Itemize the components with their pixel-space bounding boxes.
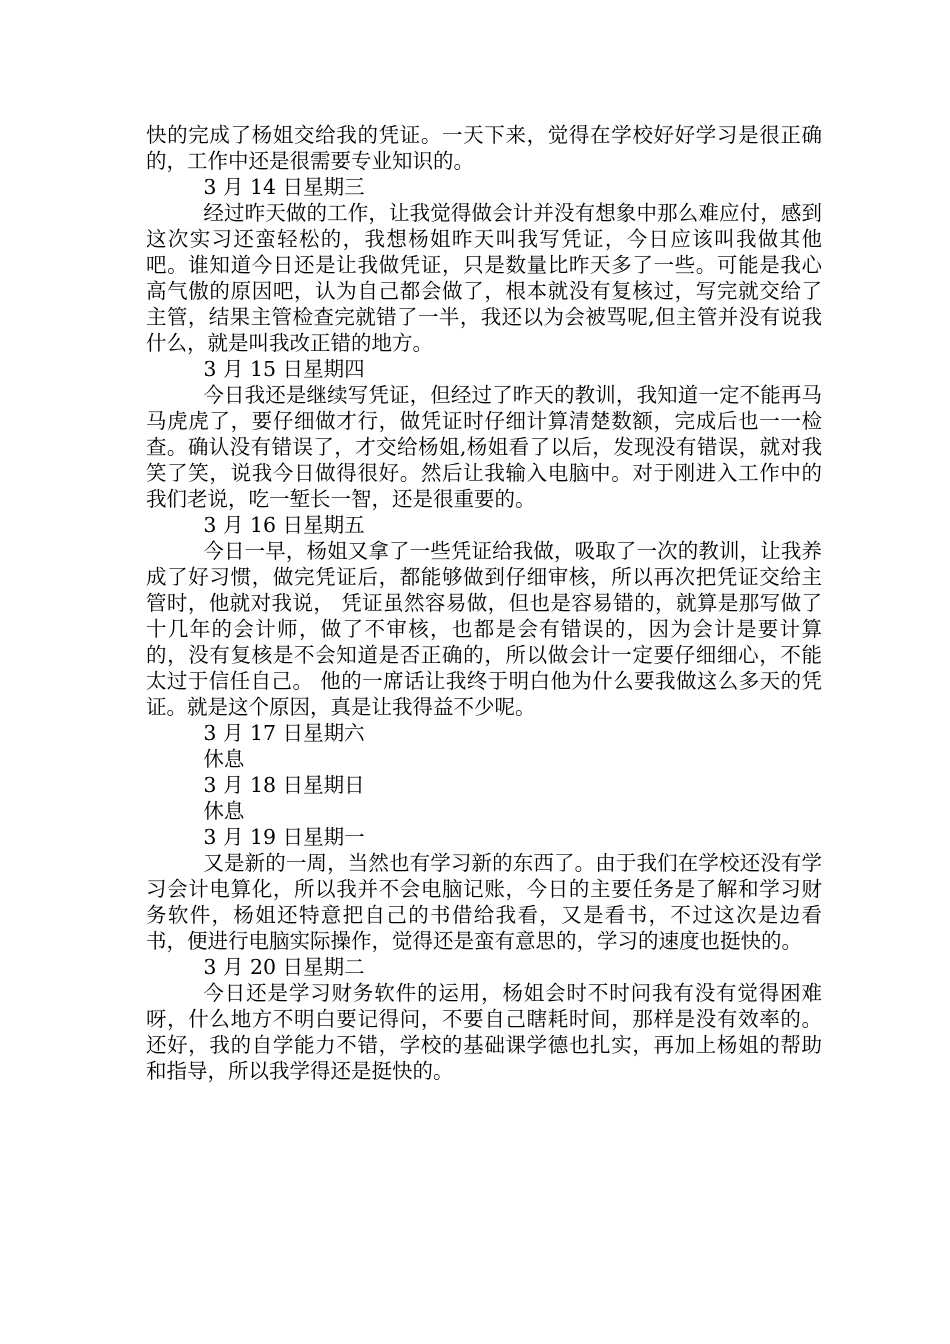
date-heading-mar-14: 3 月 14 日星期三: [203, 175, 365, 199]
paragraph-mar-14: 经过昨天做的工作，让我觉得做会计并没有想象中那么难应付，感到这次实习还蛮轻松的，我想杨姐昨天叫我写凭证，今日应该叫我做其他吧。谁知道今日还是让我做凭证，只是数量比昨天多了一些。可能是我心高气傲的原因吧，认为自己都会做了，根本就没有复核过，写完就交给了主管，结果主管检查完就错了一半，我还以为会被骂呢,但主管并没有说我什么，就是叫我改正错的地方。: [146, 201, 822, 355]
paragraph-mar-16: 今日一早，杨姐又拿了一些凭证给我做，吸取了一次的教训，让我养成了好习惯，做完凭证后，都能够做到仔细审核，所以再次把凭证交给主管时，他就对我说， 凭证虽然容易做，但也是容易错的，就算是那写做了十几年的会计师，做了不审核，也都是会有错误的，因为会计是要计算的，没有复核是不会知道是否正确的，所以做会计一定要仔细细心，不能太过于信任自己。 他的一席话让我终于明白他为什么要我做这么多天的凭证。就是这个原因，真是让我得益不少呢。: [146, 539, 822, 719]
date-heading-mar-20: 3 月 20 日星期二: [203, 955, 365, 979]
date-heading-mar-15: 3 月 15 日星期四: [203, 357, 365, 381]
paragraph-mar-19: 又是新的一周，当然也有学习新的东西了。由于我们在学校还没有学习会计电算化，所以我并不会电脑记账，今日的主要任务是了解和学习财务软件，杨姐还特意把自己的书借给我看，又是看书，不过这次是边看书，便进行电脑实际操作，觉得还是蛮有意思的，学习的速度也挺快的。: [146, 851, 822, 953]
date-heading-mar-17: 3 月 17 日星期六: [203, 721, 365, 745]
paragraph-mar-20: 今日还是学习财务软件的运用，杨姐会时不时问我有没有觉得困难呀，什么地方不明白要记得问，不要自己瞎耗时间，那样是没有效率的。还好，我的自学能力不错，学校的基础课学德也扎实，再加上杨姐的帮助和指导，所以我学得还是挺快的。: [146, 981, 822, 1083]
date-heading-mar-18: 3 月 18 日星期日: [203, 773, 365, 797]
rest-note-mar-18: 休息: [203, 799, 245, 823]
date-heading-mar-16: 3 月 16 日星期五: [203, 513, 365, 537]
paragraph-continuation: 快的完成了杨姐交给我的凭证。一天下来，觉得在学校好好学习是很正确的，工作中还是很需要专业知识的。: [146, 123, 822, 173]
date-heading-mar-19: 3 月 19 日星期一: [203, 825, 365, 849]
paragraph-mar-15: 今日我还是继续写凭证，但经过了昨天的教训，我知道一定不能再马马虎虎了，要仔细做才行，做凭证时仔细计算清楚数额，完成后也一一检查。确认没有错误了，才交给杨姐,杨姐看了以后，发现没有错误，就对我笑了笑，说我今日做得很好。然后让我输入电脑中。对于刚进入工作中的我们老说，吃一堑长一智，还是很重要的。: [146, 383, 822, 511]
rest-note-mar-17: 休息: [203, 747, 245, 771]
document-page: [146, 122, 822, 1084]
